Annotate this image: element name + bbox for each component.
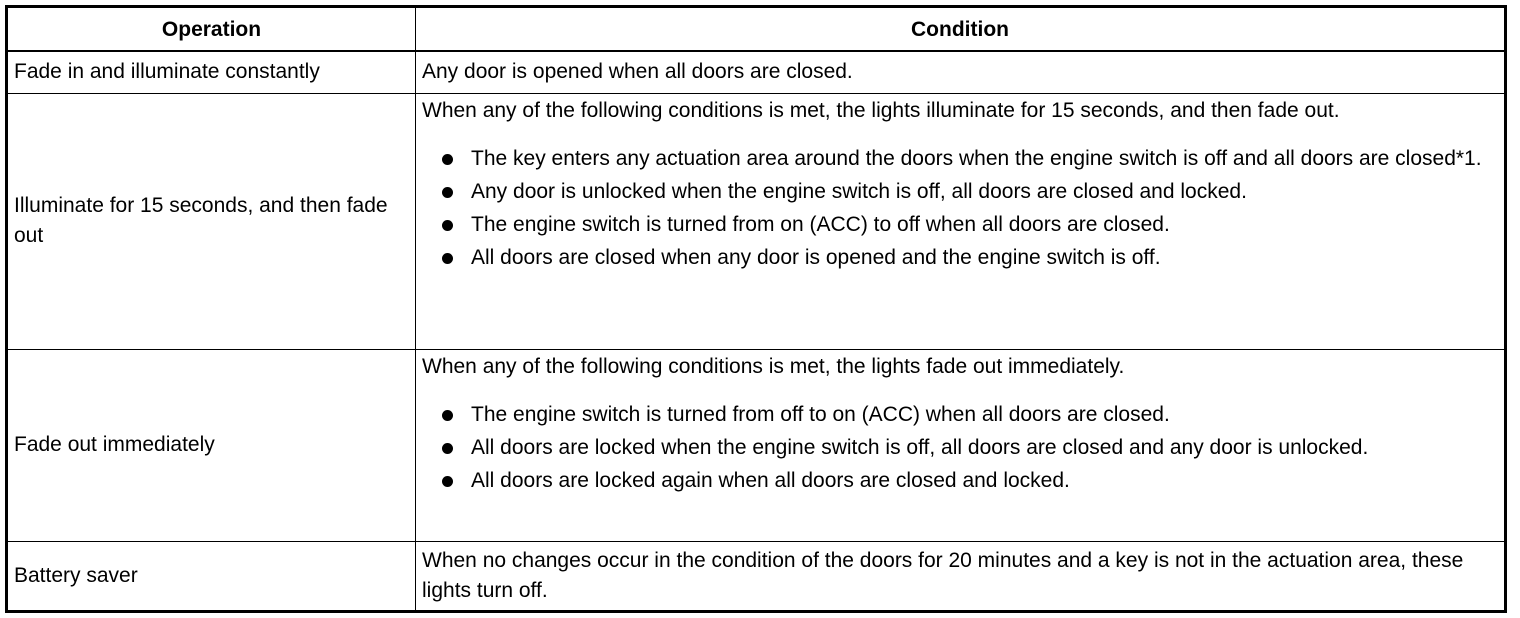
table-row <box>7 541 1506 611</box>
operation-cell: Battery saver <box>7 541 416 611</box>
condition-cell <box>416 93 1506 349</box>
condition-text: Any door is opened when all doors are closed. <box>422 60 853 84</box>
condition-text: When any of the following conditions is met, the lights illuminate for 15 seconds, and then fade out. <box>422 98 1340 122</box>
bullet-text: All doors are closed when any door is opened and the engine switch is off. <box>471 245 1161 269</box>
list-item <box>422 400 1498 430</box>
bullet-icon <box>442 253 453 264</box>
list-item <box>422 177 1498 207</box>
bullet-text: The key enters any actuation area around the doors when the engine switch is off and all doors are closed*1. <box>471 146 1482 170</box>
condition-cell <box>416 51 1506 93</box>
list-item <box>422 144 1498 174</box>
header-condition: Condition <box>416 7 1506 52</box>
condition-bullet-list <box>422 144 1498 273</box>
header-operation: Operation <box>7 7 416 52</box>
operation-cell: Illuminate for 15 seconds, and then fade out <box>7 93 416 349</box>
operation-cell: Fade out immediately <box>7 349 416 541</box>
bullet-text: All doors are locked again when all doors are closed and locked. <box>471 468 1070 492</box>
condition-cell <box>416 541 1506 611</box>
operation-cell: Fade in and illuminate constantly <box>7 51 416 93</box>
condition-bullet-list <box>422 400 1498 496</box>
list-item <box>422 243 1498 273</box>
condition-text: When any of the following conditions is met, the lights fade out immediately. <box>422 354 1125 378</box>
bullet-text: Any door is unlocked when the engine switch is off, all doors are closed and locked. <box>471 179 1247 203</box>
condition-text: When no changes occur in the condition of the doors for 20 minutes and a key is not in the actuation area, these lights turn off. <box>422 548 1464 602</box>
table-row <box>7 349 1506 541</box>
bullet-icon <box>442 154 453 165</box>
list-item <box>422 433 1498 463</box>
list-item <box>422 210 1498 240</box>
bullet-text: All doors are locked when the engine switch is off, all doors are closed and any door is unlocked. <box>471 435 1369 459</box>
condition-cell <box>416 349 1506 541</box>
bullet-icon <box>442 187 453 198</box>
list-item <box>422 466 1498 496</box>
table-row <box>7 51 1506 93</box>
bullet-text: The engine switch is turned from off to on (ACC) when all doors are closed. <box>471 402 1170 426</box>
table-row <box>7 93 1506 349</box>
bullet-icon <box>442 476 453 487</box>
operation-condition-table-wrapper <box>5 5 1507 613</box>
bullet-icon <box>442 410 453 421</box>
table-header-row <box>7 7 1506 52</box>
bullet-icon <box>442 443 453 454</box>
bullet-icon <box>442 220 453 231</box>
bullet-text: The engine switch is turned from on (ACC) to off when all doors are closed. <box>471 212 1170 236</box>
operation-condition-table <box>5 5 1507 613</box>
